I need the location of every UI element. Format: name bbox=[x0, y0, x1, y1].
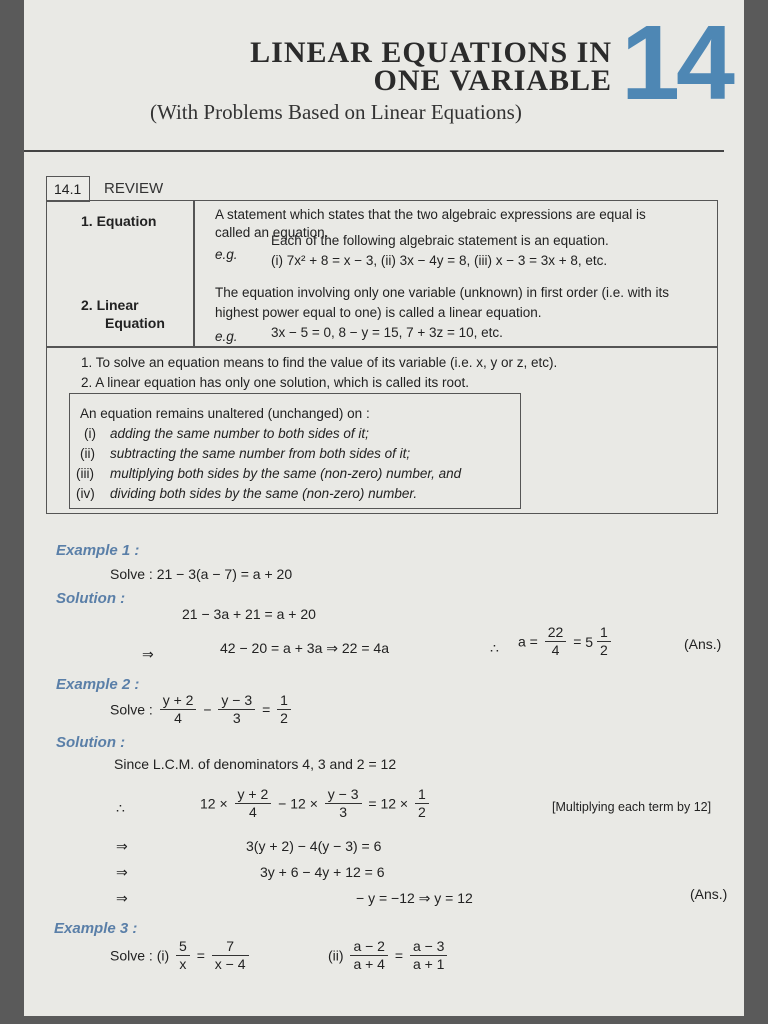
rule-1-num: (i) bbox=[84, 426, 96, 441]
example1-arrow: ⇒ bbox=[142, 646, 154, 662]
example2-m1: 12 × bbox=[200, 795, 228, 812]
rule-3-text: multiplying both sides by the same (non-zero) number, and bbox=[110, 466, 462, 481]
notes-panel bbox=[46, 346, 718, 514]
textbook-page bbox=[24, 0, 744, 1016]
example2-frac1-num: y + 2 bbox=[160, 692, 197, 710]
example1-mixed-frac bbox=[597, 624, 611, 659]
chapter-subtitle: (With Problems Based on Linear Equations) bbox=[150, 100, 522, 124]
note-1: 1. To solve an equation means to find the value of its variable (i.e. x, y or z, etc). bbox=[81, 355, 558, 370]
example2-solution-label: Solution : bbox=[56, 734, 126, 751]
example2-problem bbox=[110, 692, 294, 727]
example3-solve-i: Solve : (i) bbox=[110, 947, 170, 964]
example2-minus: − bbox=[203, 701, 212, 718]
example2-solve: Solve : bbox=[110, 701, 153, 718]
example3-i-num-right: 7 bbox=[212, 938, 249, 956]
example3-ii-num-left: a − 2 bbox=[350, 938, 388, 956]
example2-multiplied bbox=[200, 786, 432, 821]
example2-arrow3: ⇒ bbox=[116, 890, 128, 906]
chapter-title-line2: ONE VARIABLE bbox=[373, 64, 612, 97]
example2-therefore: ∴ bbox=[116, 800, 125, 816]
example1-result-lhs: a = bbox=[518, 633, 538, 650]
header-rule bbox=[24, 150, 724, 152]
eg-equation-text: Each of the following algebraic statement is an equation. bbox=[271, 233, 609, 248]
term-linear: 2. Linear bbox=[81, 297, 139, 313]
example2-label: Example 2 : bbox=[56, 676, 140, 693]
rule-1-text: adding the same number to both sides of it; bbox=[110, 426, 369, 441]
rule-4-num: (iv) bbox=[76, 486, 95, 501]
table-column-divider bbox=[193, 201, 195, 347]
example1-mixed-num: 1 bbox=[597, 624, 611, 642]
example3-ii-eq: = bbox=[394, 947, 404, 964]
example1-step2: 42 − 20 = a + 3a ⇒ 22 = 4a bbox=[220, 640, 389, 656]
def-equation-line1: A statement which states that the two algebraic expressions are equal is bbox=[215, 207, 646, 222]
example2-eq: = bbox=[262, 701, 271, 718]
section-number: 14.1 bbox=[54, 181, 82, 197]
example2-step3: 3y + 6 − 4y + 12 = 6 bbox=[260, 864, 385, 880]
example1-mixed-den: 2 bbox=[599, 642, 608, 658]
example2-mfrac2 bbox=[325, 786, 362, 821]
example3-i-frac-left bbox=[176, 938, 190, 973]
example2-mfrac1 bbox=[235, 786, 272, 821]
rule-3-num: (iii) bbox=[76, 466, 94, 481]
example3-ii-frac-right bbox=[410, 938, 448, 973]
chapter-number: 14 bbox=[621, 4, 731, 122]
eg-equation-list: (i) 7x² + 8 = x − 3, (ii) 3x − 4y = 8, (iii) x − 3 = 3x + 8, etc. bbox=[271, 253, 608, 268]
eg-linear-list: 3x − 5 = 0, 8 − y = 15, 7 + 3z = 10, etc. bbox=[271, 325, 503, 340]
example2-frac1 bbox=[160, 692, 197, 727]
example3-ii-num-right: a − 3 bbox=[410, 938, 448, 956]
example1-solution-label: Solution : bbox=[56, 590, 126, 607]
eg-label: e.g. bbox=[215, 247, 238, 262]
term-equation: 1. Equation bbox=[81, 213, 157, 229]
example2-mfrac1-num: y + 2 bbox=[235, 786, 272, 804]
example1-eq: = bbox=[573, 633, 582, 650]
example1-mixed-whole: 5 bbox=[585, 633, 594, 650]
example3-part-ii-label: (ii) bbox=[328, 947, 344, 964]
example3-ii-den-right: a + 1 bbox=[412, 956, 445, 972]
rules-box bbox=[69, 393, 521, 509]
example2-mfrac2-num: y − 3 bbox=[325, 786, 362, 804]
example3-ii-frac-left bbox=[350, 938, 388, 973]
rule-2-text: subtracting the same number from both sides of it; bbox=[110, 446, 411, 461]
rule-4-text: dividing both sides by the same (non-zero) number. bbox=[110, 486, 418, 501]
example2-arrow2: ⇒ bbox=[116, 864, 128, 880]
example2-multiplying-note: [Multiplying each term by 12] bbox=[552, 800, 712, 814]
example2-mfrac1-den: 4 bbox=[249, 804, 257, 820]
example3-i-frac-right bbox=[212, 938, 249, 973]
example1-result bbox=[518, 624, 614, 659]
example1-therefore: ∴ bbox=[490, 640, 499, 656]
rules-heading: An equation remains unaltered (unchanged) on : bbox=[80, 406, 370, 421]
example2-frac2-den: 3 bbox=[232, 710, 241, 726]
example2-step4: − y = −12 ⇒ y = 12 bbox=[356, 890, 473, 906]
def-equation-line2: called an equation. bbox=[215, 225, 329, 240]
example3-i-num-left: 5 bbox=[176, 938, 190, 956]
example2-step2: 3(y + 2) − 4(y − 3) = 6 bbox=[246, 838, 382, 854]
example1-problem: Solve : 21 − 3(a − 7) = a + 20 bbox=[110, 566, 293, 582]
example2-frac3 bbox=[277, 692, 291, 727]
example3-part-i bbox=[110, 938, 252, 973]
example3-part-ii bbox=[328, 938, 450, 973]
chapter-title-line1: LINEAR EQUATIONS IN bbox=[250, 36, 612, 69]
example3-i-eq: = bbox=[196, 947, 205, 964]
note-2: 2. A linear equation has only one solution, which is called its root. bbox=[81, 375, 469, 390]
example2-frac2 bbox=[218, 692, 255, 727]
section-title: REVIEW bbox=[104, 180, 164, 197]
example2-frac2-num: y − 3 bbox=[218, 692, 255, 710]
example2-frac3-den: 2 bbox=[280, 710, 288, 726]
example2-frac3-num: 1 bbox=[277, 692, 291, 710]
example2-m3: = 12 × bbox=[368, 795, 409, 812]
example3-i-den-right: x − 4 bbox=[214, 956, 246, 972]
def-linear-line2: highest power equal to one) is called a linear equation. bbox=[215, 305, 542, 320]
example2-ans: (Ans.) bbox=[690, 886, 728, 902]
example2-m2: − 12 × bbox=[278, 795, 318, 812]
example1-frac-den: 4 bbox=[551, 642, 560, 658]
rule-2-num: (ii) bbox=[80, 446, 95, 461]
eg-label-linear: e.g. bbox=[215, 329, 238, 344]
example2-frac1-den: 4 bbox=[174, 710, 182, 726]
example1-label: Example 1 : bbox=[56, 542, 140, 559]
term-linear-equation: Equation bbox=[105, 315, 165, 331]
example3-i-den-left: x bbox=[179, 956, 187, 972]
example1-fraction bbox=[545, 624, 567, 659]
example2-mfrac2-den: 3 bbox=[339, 804, 348, 820]
example2-arrow1: ⇒ bbox=[116, 838, 128, 854]
example2-mfrac3-num: 1 bbox=[415, 786, 429, 804]
def-linear-line1: The equation involving only one variable (unknown) in first order (i.e. with its bbox=[215, 285, 669, 300]
example2-mfrac3 bbox=[415, 786, 429, 821]
section-number-box bbox=[46, 176, 90, 202]
example2-lcm: Since L.C.M. of denominators 4, 3 and 2 = 12 bbox=[114, 756, 397, 772]
example3-ii-den-left: a + 4 bbox=[353, 956, 385, 972]
example2-mfrac3-den: 2 bbox=[418, 804, 426, 820]
example3-label: Example 3 : bbox=[54, 920, 138, 937]
example1-ans: (Ans.) bbox=[684, 636, 722, 652]
example1-frac-num: 22 bbox=[545, 624, 567, 642]
example1-step1: 21 − 3a + 21 = a + 20 bbox=[182, 606, 316, 622]
definition-table bbox=[46, 200, 718, 348]
